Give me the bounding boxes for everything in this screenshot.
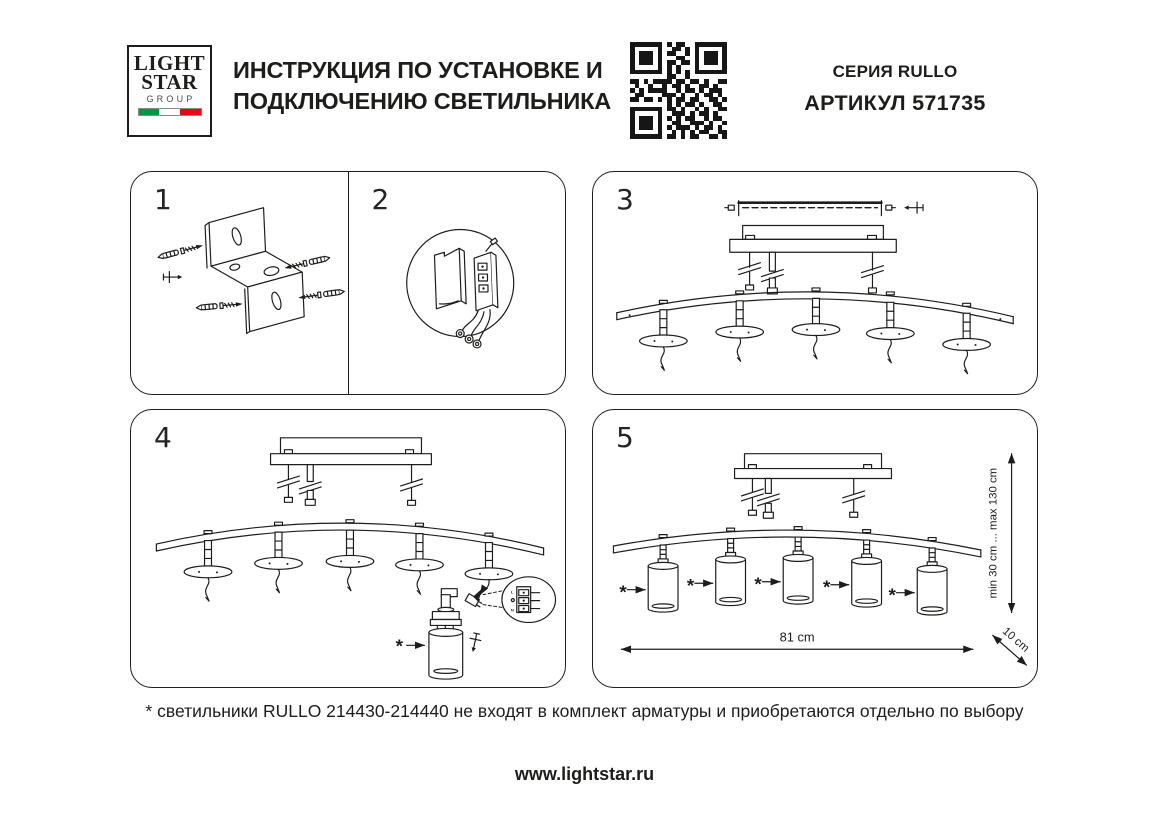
step-number-2: 2 (371, 183, 390, 216)
logo-word-group: GROUP (146, 94, 196, 104)
height-dimension-label: min 30 cm ... max 130 cm (987, 467, 1000, 599)
screw-anchor-icon (284, 255, 331, 271)
step3-mounting-illustration (593, 172, 1037, 394)
step-number-4: 4 (154, 421, 172, 454)
lamp-asterisk: * (395, 635, 403, 657)
step-number-1: 1 (154, 183, 172, 216)
step4-lamp-connection-illustration (131, 410, 565, 687)
step-number-5: 5 (616, 421, 634, 454)
step-panel-3 (592, 171, 1038, 395)
lamp-asterisk: * (888, 584, 896, 606)
italian-flag-bar (138, 108, 202, 116)
qr-code (630, 42, 727, 139)
screw-anchor-icon (157, 243, 203, 260)
screw-anchor-icon (298, 289, 345, 301)
product-info (752, 62, 1038, 116)
footnote: * светильники RULLO 214430-214440 не входят в комплект арматуры и приобретаются отдельно по выбору (145, 701, 1024, 721)
depth-dimension-label: 10 cm (999, 625, 1032, 655)
step-panel-5 (592, 409, 1038, 688)
page-title (233, 55, 611, 117)
logo-word-star: STAR (141, 70, 198, 94)
lamp-asterisk: * (754, 573, 762, 595)
logo-word-light: LIGHT (133, 51, 206, 75)
step-1-section (131, 172, 348, 394)
lamp-asterisk: * (619, 581, 627, 603)
screw-anchor-icon (196, 301, 243, 311)
width-dimension-label: 81 cm (779, 629, 815, 645)
step1-bracket-illustration (131, 172, 348, 394)
screw-icon (467, 632, 482, 653)
terminal-label-n: N (510, 607, 514, 613)
step2-wiring-illustration (349, 172, 566, 394)
step-panel-4 (130, 409, 566, 688)
lamp-asterisk: * (822, 576, 831, 598)
article-label: АРТИКУЛ 571735 (804, 91, 986, 115)
terminal-label-l: L (510, 589, 514, 595)
title-line-1: ИНСТРУКЦИЯ ПО УСТАНОВКЕ И (233, 57, 603, 83)
website-url: www.lightstar.ru (514, 764, 655, 784)
series-label: СЕРИЯ RULLO (832, 62, 958, 81)
step5-finished-fixture-illustration (593, 410, 1037, 687)
lightstar-logo (127, 45, 212, 137)
screw-icon (904, 202, 923, 213)
step-number-3: 3 (616, 183, 634, 216)
lamp-asterisk: * (686, 575, 695, 597)
step-2-section (348, 172, 566, 394)
title-line-2: ПОДКЛЮЧЕНИЮ СВЕТИЛЬНИКА (233, 88, 611, 114)
screw-icon (163, 272, 182, 283)
step-panel-1-2 (130, 171, 566, 395)
